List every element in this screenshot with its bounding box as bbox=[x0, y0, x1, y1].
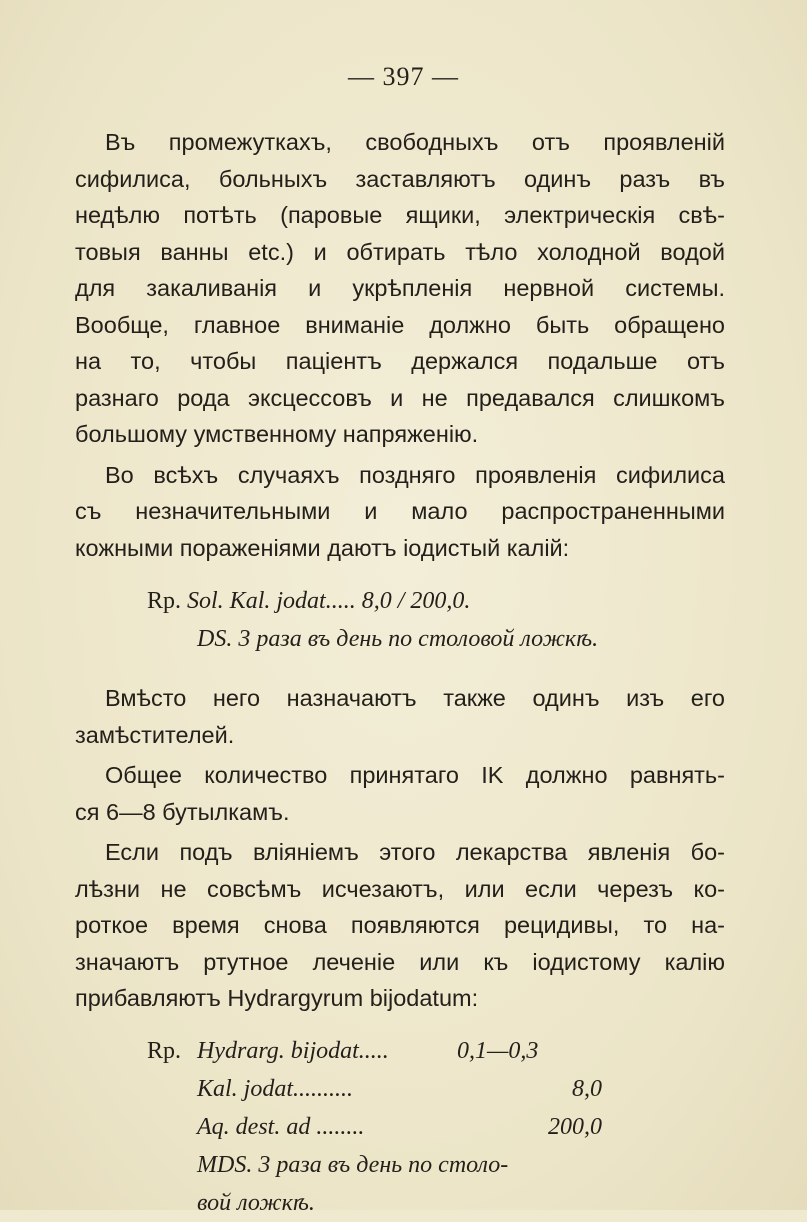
text-line: Вмѣсто него назначаютъ также одинъ изъ его bbox=[105, 685, 725, 711]
rx-amount: 200,0 bbox=[548, 1114, 602, 1140]
text-line: прибавляютъ Hydrargyrum bijodatum: bbox=[75, 985, 479, 1011]
text-line: Общее количество принятаго IK должно равнять- bbox=[105, 762, 725, 788]
rx-sig: вой ложкѣ. bbox=[197, 1190, 315, 1216]
rx-lead: Rp. bbox=[147, 588, 182, 614]
rx-sig: DS. 3 раза въ день по столовой ложкѣ. bbox=[197, 626, 599, 652]
page-number: — 397 — bbox=[348, 62, 459, 91]
rx-amount: 8,0 bbox=[572, 1076, 602, 1102]
rx-sig: MDS. 3 раза въ день по столо- bbox=[197, 1152, 509, 1178]
prescription-1 bbox=[147, 582, 598, 658]
text-line: ся 6—8 бутылкамъ. bbox=[75, 798, 290, 825]
rx-row bbox=[147, 1108, 647, 1146]
text-line: Во всѣхъ случаяхъ поздняго проявленія сифилиса bbox=[105, 461, 725, 488]
text-line: кожными пораженіями даютъ іодистый калій: bbox=[75, 534, 570, 561]
text-line: Вообще, главное вниманіе должно быть обращено bbox=[75, 311, 725, 338]
text-line: значаютъ ртутное леченіе или къ іодистому калію bbox=[75, 948, 725, 975]
text-line: разнаго рода эксцессовъ и не предавался слишкомъ bbox=[75, 384, 725, 411]
text-line: Если подъ вліяніемъ этого лекарства явленія бо- bbox=[105, 839, 725, 865]
rx-lead: Rp. bbox=[147, 1038, 182, 1064]
text-block-1 bbox=[75, 124, 725, 566]
prescription-2 bbox=[147, 1032, 647, 1222]
text-line: роткое время снова появляются рецидивы, то на- bbox=[75, 912, 725, 938]
text-line: сифилиса, больныхъ заставляютъ одинъ разъ въ bbox=[75, 165, 725, 192]
text-line: для закаливанія и укрѣпленія нервной системы. bbox=[75, 275, 725, 301]
text-line: Въ промежуткахъ, свободныхъ отъ проявленій bbox=[105, 129, 725, 155]
text-line: на то, чтобы паціентъ держался подальше отъ bbox=[75, 348, 725, 374]
text-line: недѣлю потѣть (паровые ящики, электрическія свѣ- bbox=[75, 202, 725, 228]
text-block-2 bbox=[75, 680, 725, 1017]
rx-ingredient: Aq. dest. ad ........ bbox=[197, 1114, 365, 1140]
text-line: большому умственному напряженію. bbox=[75, 421, 479, 447]
rx-line: Sol. Kal. jodat..... 8,0 / 200,0. bbox=[187, 588, 471, 614]
rx-ingredient: Hydrarg. bijodat..... bbox=[197, 1038, 389, 1064]
text-line: замѣстителей. bbox=[75, 721, 235, 748]
rx-row bbox=[147, 1032, 647, 1070]
rx-ingredient: Kal. jodat.......... bbox=[197, 1076, 354, 1102]
rx-row bbox=[147, 1070, 647, 1108]
text-line: товыя ванны etc.) и обтирать тѣло холодной водой bbox=[75, 238, 725, 265]
text-line: лѣзни не совсѣмъ исчезаютъ, или если черезъ ко- bbox=[75, 875, 725, 902]
rx-amount: 0,1—0,3 bbox=[457, 1038, 539, 1064]
text-line: съ незначительными и мало распространенными bbox=[75, 498, 725, 524]
